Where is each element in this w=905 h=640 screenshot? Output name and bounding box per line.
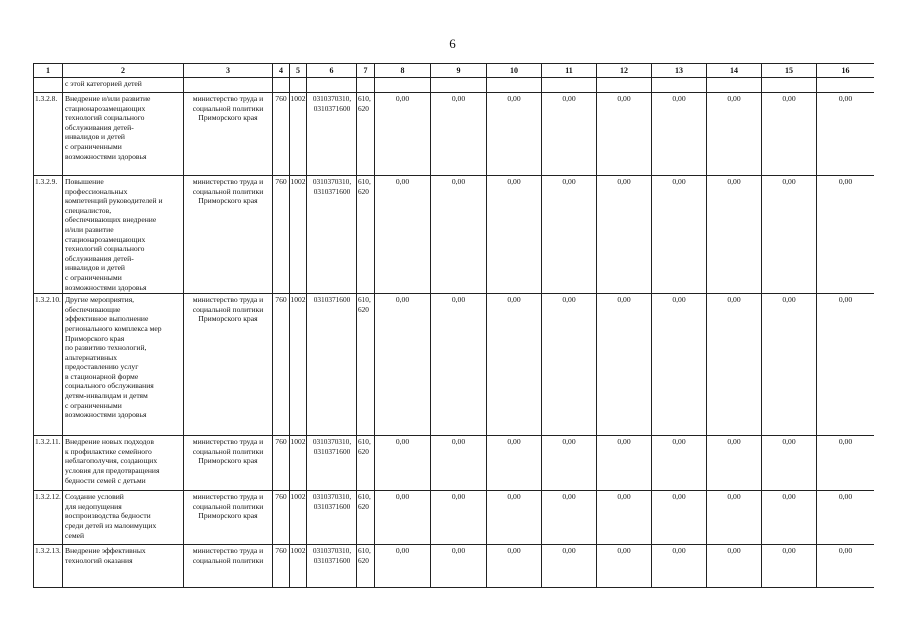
- table-row: [34, 294, 875, 436]
- budget-table: [33, 63, 874, 588]
- cell-code: 1.3.2.8.: [34, 93, 63, 176]
- cell-code: 1.3.2.10.: [34, 294, 63, 436]
- cell-value: 0,00: [597, 93, 652, 176]
- cell-value: 0,00: [375, 545, 431, 588]
- cell-value: 0,00: [487, 93, 542, 176]
- cell-executor: министерство труда и социальной политики Приморского края: [184, 491, 273, 545]
- cell-value: 0,00: [817, 436, 875, 491]
- cell-value: 0,00: [707, 294, 762, 436]
- cell-col5: 1002: [290, 545, 307, 588]
- cell-value: 0,00: [431, 491, 487, 545]
- cell-activity-name: Внедрение эффективных технологий оказания: [63, 545, 184, 588]
- cell-col7: 610, 620: [357, 93, 375, 176]
- cell-col5: 1002: [290, 491, 307, 545]
- cell-value: 0,00: [542, 294, 597, 436]
- budget-table-container: [33, 63, 874, 640]
- cell-code: 1.3.2.12.: [34, 491, 63, 545]
- cell-col4: 760: [273, 491, 290, 545]
- cell-value: 0,00: [431, 176, 487, 294]
- cell-value: 0,00: [817, 93, 875, 176]
- cell-value: 0,00: [542, 176, 597, 294]
- cell-value: 0,00: [542, 545, 597, 588]
- header-row: [34, 64, 875, 78]
- cell-value: 0,00: [375, 176, 431, 294]
- cell-value: 0,00: [487, 436, 542, 491]
- cell-activity-name: Внедрение и/или развитие стационарозамещающих технологий социального обслуживания детей- инвалидов и детей с ограниченными возможностями здоровья: [63, 93, 184, 176]
- table-row: [34, 491, 875, 545]
- cell-value: 0,00: [707, 93, 762, 176]
- cell-value: 0,00: [375, 93, 431, 176]
- table-row: [34, 93, 875, 176]
- cell-col5: 1002: [290, 176, 307, 294]
- cell-value: 0,00: [652, 176, 707, 294]
- column-header-6: 6: [307, 64, 357, 78]
- cell-executor: министерство труда и социальной политики Приморского края: [184, 294, 273, 436]
- column-header-14: 14: [707, 64, 762, 78]
- cell-value: 0,00: [817, 491, 875, 545]
- cell-activity-name: Повышение профессиональных компетенций руководителей и специалистов, обеспечивающих внедрение и/или развитие стационарозамещающих технологий социального обслуживания детей- инвалидов и детей с ограниченными возможностями здоровья: [63, 176, 184, 294]
- cell-value: 0,00: [542, 93, 597, 176]
- cell-value: 0,00: [487, 545, 542, 588]
- cell-col7: 610, 620: [357, 545, 375, 588]
- cell-col6: 0310370310, 0310371600: [307, 436, 357, 491]
- cell-value: 0,00: [817, 176, 875, 294]
- cell-value: 0,00: [762, 436, 817, 491]
- continuation-row: [34, 78, 875, 93]
- cell-col4: 760: [273, 176, 290, 294]
- cell-col4: 760: [273, 294, 290, 436]
- cell-executor: министерство труда и социальной политики Приморского края: [184, 436, 273, 491]
- column-header-8: 8: [375, 64, 431, 78]
- cell-col6: 0310371600: [307, 294, 357, 436]
- column-header-7: 7: [357, 64, 375, 78]
- cell-value: 0,00: [597, 436, 652, 491]
- cell-value: 0,00: [652, 436, 707, 491]
- cell-value: 0,00: [431, 436, 487, 491]
- cell-col6: 0310370310, 0310371600: [307, 545, 357, 588]
- cell-value: 0,00: [762, 176, 817, 294]
- cell-col5: 1002: [290, 436, 307, 491]
- cell-value: 0,00: [375, 294, 431, 436]
- cell-value: 0,00: [707, 545, 762, 588]
- cell-value: 0,00: [762, 93, 817, 176]
- cell-col7: 610, 620: [357, 176, 375, 294]
- cell-value: 0,00: [431, 294, 487, 436]
- cell-value: 0,00: [487, 491, 542, 545]
- cell-value: 0,00: [597, 545, 652, 588]
- column-header-16: 16: [817, 64, 875, 78]
- cell-col4: 760: [273, 436, 290, 491]
- cell-value: 0,00: [762, 545, 817, 588]
- cell-col5: 1002: [290, 93, 307, 176]
- cell-value: 0,00: [652, 491, 707, 545]
- page-number: 6: [449, 36, 456, 51]
- cell-executor: министерство труда и социальной политики Приморского края: [184, 176, 273, 294]
- table-row: [34, 436, 875, 491]
- column-header-2: 2: [63, 64, 184, 78]
- column-header-11: 11: [542, 64, 597, 78]
- cell-value: 0,00: [597, 294, 652, 436]
- cell-col6: 0310370310, 0310371600: [307, 176, 357, 294]
- cell-executor: министерство труда и социальной политики Приморского края: [184, 93, 273, 176]
- cell-value: 0,00: [375, 436, 431, 491]
- cell-value: 0,00: [762, 491, 817, 545]
- cell-col7: 610, 620: [357, 491, 375, 545]
- cell-activity-name: Создание условий для недопущения воспроизводства бедности среди детей из малоимущих семей: [63, 491, 184, 545]
- cell-value: 0,00: [597, 491, 652, 545]
- cell-value: 0,00: [431, 93, 487, 176]
- table-body: [34, 78, 875, 588]
- column-header-3: 3: [184, 64, 273, 78]
- cell-value: 0,00: [652, 545, 707, 588]
- cell-value: 0,00: [431, 545, 487, 588]
- cell-code: [34, 78, 63, 93]
- cell-executor: министерство труда и социальной политики: [184, 545, 273, 588]
- cell-code: 1.3.2.9.: [34, 176, 63, 294]
- cell-activity-name: Другие мероприятия, обеспечивающие эффективное выполнение регионального комплекса мер Приморского края по развитию технологий, альтернативных предоставлению услуг в стационарной форме социального обслуживания детям-инвалидам и детям с ограниченными возможностями здоровья: [63, 294, 184, 436]
- column-header-5: 5: [290, 64, 307, 78]
- cell-col5: 1002: [290, 294, 307, 436]
- column-header-13: 13: [652, 64, 707, 78]
- cell-value: 0,00: [487, 294, 542, 436]
- column-header-9: 9: [431, 64, 487, 78]
- column-header-1: 1: [34, 64, 63, 78]
- table-row: [34, 176, 875, 294]
- table-row: [34, 545, 875, 588]
- cell-col7: 610, 620: [357, 294, 375, 436]
- column-header-4: 4: [273, 64, 290, 78]
- cell-continuation-text: с этой категорией детей: [63, 78, 184, 93]
- cell-value: 0,00: [762, 294, 817, 436]
- cell-value: 0,00: [817, 545, 875, 588]
- cell-col6: 0310370310, 0310371600: [307, 491, 357, 545]
- cell-value: 0,00: [652, 93, 707, 176]
- cell-value: 0,00: [375, 491, 431, 545]
- cell-value: 0,00: [597, 176, 652, 294]
- cell-activity-name: Внедрение новых подходов к профилактике семейного неблагополучия, создающих условия для предотвращения бедности семей с детьми: [63, 436, 184, 491]
- cell-value: 0,00: [542, 436, 597, 491]
- cell-col4: 760: [273, 93, 290, 176]
- column-header-10: 10: [487, 64, 542, 78]
- cell-value: 0,00: [542, 491, 597, 545]
- cell-value: 0,00: [707, 491, 762, 545]
- cell-value: 0,00: [817, 294, 875, 436]
- cell-col7: 610, 620: [357, 436, 375, 491]
- cell-value: 0,00: [707, 176, 762, 294]
- cell-value: 0,00: [487, 176, 542, 294]
- cell-col4: 760: [273, 545, 290, 588]
- cell-col6: 0310370310, 0310371600: [307, 93, 357, 176]
- cell-code: 1.3.2.11.: [34, 436, 63, 491]
- column-header-12: 12: [597, 64, 652, 78]
- cell-code: 1.3.2.13.: [34, 545, 63, 588]
- cell-value: 0,00: [652, 294, 707, 436]
- cell-value: 0,00: [707, 436, 762, 491]
- column-header-15: 15: [762, 64, 817, 78]
